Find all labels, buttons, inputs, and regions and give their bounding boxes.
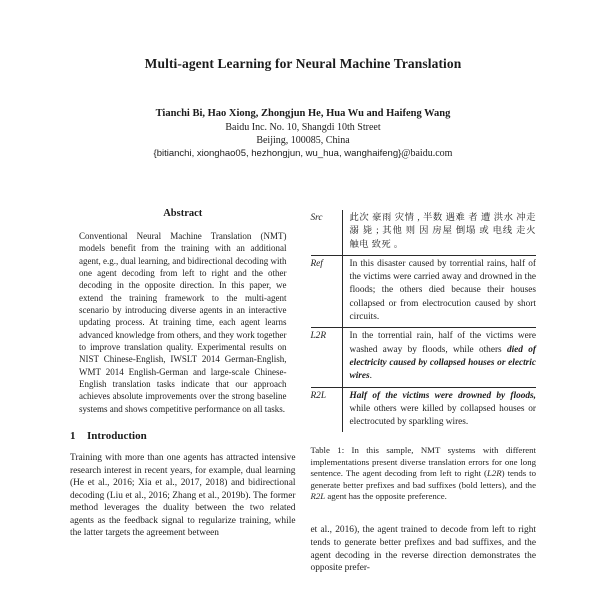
- affiliation-line-2: Beijing, 100085, China: [256, 135, 350, 146]
- row-content-r2l: [342, 387, 536, 432]
- section-heading-introduction: [70, 430, 296, 442]
- paper-title: Multi-agent Learning for Neural Machine Translation: [144, 56, 462, 71]
- caption-r2l-ref: R2L: [310, 491, 326, 502]
- right-column: [311, 208, 537, 575]
- abstract-text: Conventional Neural Machine Translation (NMT) models benefit from the training with an additional agent, e.g., dual learning, and bidirectional decoding with one agent decoding from left to right and the other decoding in the opposite direction. In this paper, we extend the training framework to the multi-agent scenario by introducing diverse agents in an interactive updating process. At training time, each agent learns advanced knowledge from others, and they work together to improve translation quality. Experimental results on NIST Chinese-English, IWSLT 2014 German-English, WMT 2014 English-German and large-scale Chinese-English translation tasks indicate that our approach achieves absolute improvements over the strong baseline systems and shows competitive performance on all tasks.: [79, 231, 287, 414]
- two-column-body: [70, 208, 536, 575]
- r2l-normal-text: while others were killed by collapsed houses or electrocuted by sparkling wires.: [349, 403, 536, 428]
- row-content-src: 此次 豪雨 灾情 , 半数 遇难 者 遭 洪水 冲走 溺 毙 ; 其他 则 因 房屋 倒塌 或 电线 走火 触电 致死 。: [349, 213, 536, 250]
- row-label-l2r: L2R: [311, 328, 343, 387]
- email-line: [70, 148, 536, 159]
- l2r-normal-text: In the torrential rain, half of the victims were washed away by floods, while others: [349, 331, 536, 355]
- caption-l2r-ref: L2R: [486, 468, 502, 479]
- author-block: [70, 108, 536, 159]
- row-label-r2l: R2L: [311, 387, 343, 432]
- table-row: [311, 255, 537, 327]
- table-row: [311, 210, 537, 255]
- table-1-caption: [311, 445, 537, 502]
- email-domain-part: @baidu.com: [401, 148, 453, 159]
- email-local-part: {bitianchi, xionghao05, hezhongjun, wu_hua, wanghaifeng}: [153, 148, 402, 159]
- affiliation-line-1: Baidu Inc. No. 10, Shangdi 10th Street: [225, 122, 381, 133]
- r2l-emphasis-text: Half of the victims were drowned by floods,: [349, 390, 536, 401]
- row-label-ref: Ref: [311, 255, 343, 327]
- row-content-ref: In this disaster caused by torrential rains, half of the victims were carried away and drowned in the floods; the others died because their houses collapsed or from electrocution caused by short circuits.: [342, 255, 536, 327]
- author-names: Tianchi Bi, Hao Xiong, Zhongjun He, Hua Wu and Haifeng Wang: [155, 108, 451, 119]
- caption-text: Table 1: In this sample, NMT systems with different implementations present diverse translation errors for one long sentence. The agent decoding from left to right (: [310, 445, 536, 479]
- section-title: Introduction: [87, 430, 147, 443]
- caption-text: agent has the opposite preference.: [325, 491, 447, 502]
- right-column-paragraph: et al., 2016), the agent trained to decode from left to right tends to generate better prefixes and bad suffixes, and the agent decoding in the reverse direction demonstrates the opposite prefer-: [310, 525, 536, 574]
- section-number: 1: [70, 430, 76, 443]
- table-1: [311, 210, 537, 432]
- table-row: [311, 328, 537, 387]
- abstract-heading: Abstract: [163, 208, 203, 219]
- introduction-paragraph: Training with more than one agents has attracted intensive research interest in recent years, for example, dual learning (He et al., 2016; Xia et al., 2017, 2018) and bidirectional decoding (Liu et al., 2016; Zhang et al., 2019b). The former method leverages the duality between the two related agents as the feedback signal to regularize training, while the latter targets the agreement between: [70, 453, 296, 539]
- l2r-emphasis-text: died of electricity caused by collapsed houses or electric wires: [349, 344, 536, 382]
- l2r-period: .: [369, 371, 372, 382]
- row-label-src: Src: [311, 210, 343, 255]
- left-column: [70, 208, 296, 540]
- row-content-l2r: [342, 328, 536, 387]
- table-row: [311, 387, 537, 432]
- caption-text: ) tends to generate better prefixes and bad suffixes (bold letters), and the: [310, 468, 536, 490]
